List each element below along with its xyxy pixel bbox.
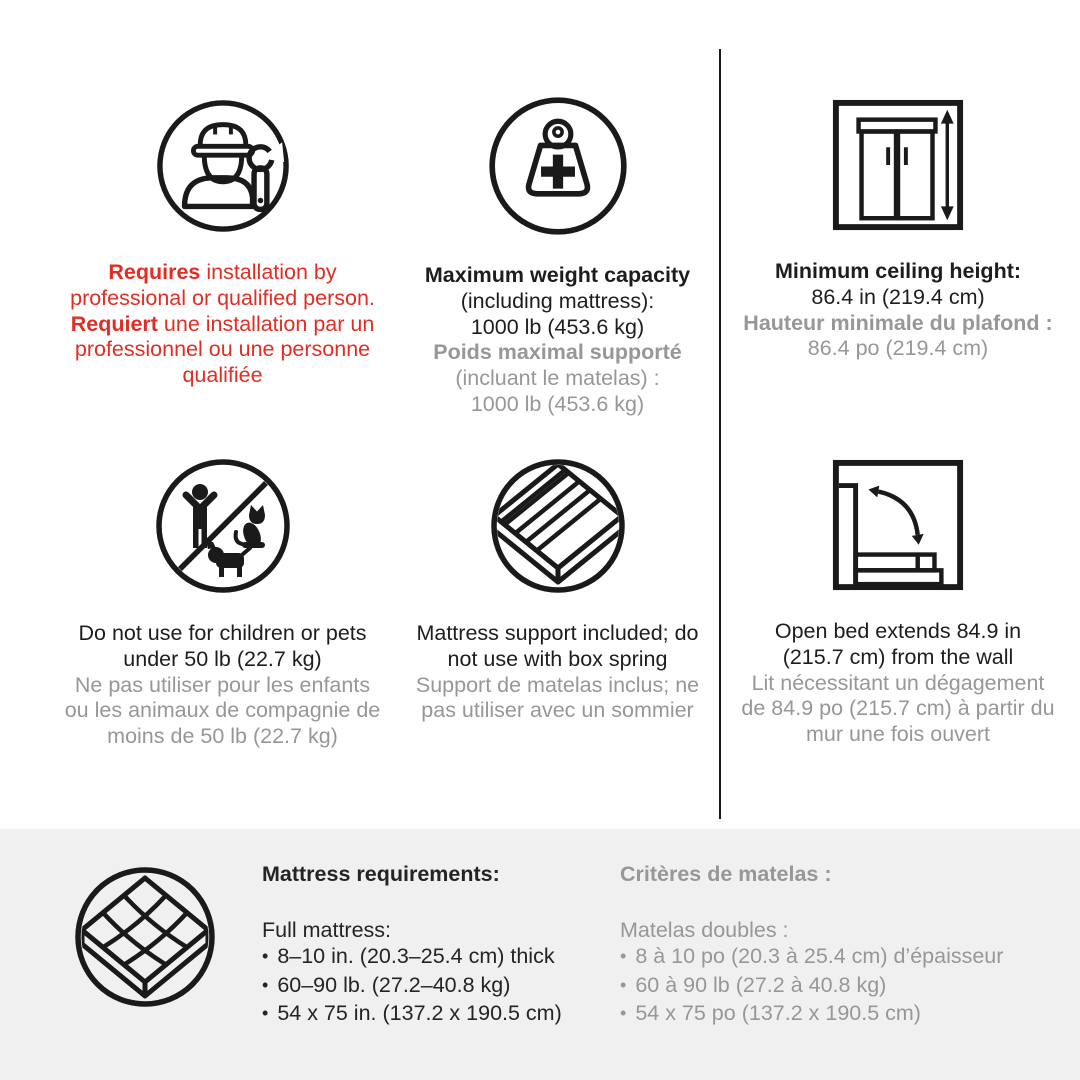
children-text-fr <box>65 673 381 750</box>
text-line: Minimum ceiling height: <box>774 259 1022 283</box>
text-line: Open bed extends 84.9 in <box>774 619 1022 643</box>
text-line: Do not use for children or pets <box>78 621 367 645</box>
text-line: 86.4 in (219.4 cm) <box>811 284 985 309</box>
text-line: Maximum weight capacity <box>424 263 691 287</box>
bullet-item: • 54 x 75 in. (137.2 x 190.5 cm) <box>262 1000 612 1029</box>
open-bed-icon <box>829 456 967 594</box>
text-line: ou les animaux de compagnie de <box>64 698 381 723</box>
text-line: pas utiliser avec un sommier <box>421 698 694 723</box>
support-text-fr <box>416 673 699 725</box>
text-line: Requiert une installation par un <box>70 311 375 336</box>
mattress-icon <box>72 864 218 1010</box>
ceiling-text-en <box>775 259 1021 311</box>
bullet-item: • 60 à 90 lb (27.2 à 40.8 kg) <box>620 972 1065 1001</box>
text-line: Requires installation by <box>108 260 337 284</box>
vertical-divider <box>719 49 721 819</box>
text-line: (including mattress): <box>460 288 655 313</box>
installation-text <box>70 260 375 389</box>
support-text-en <box>416 621 698 673</box>
text-line: mur une fois ouvert <box>805 722 990 747</box>
bullet-item: • 54 x 75 po (137.2 x 190.5 cm) <box>620 1000 1065 1029</box>
text-line: professional or qualified person. <box>70 285 375 310</box>
children-text-en <box>78 621 366 673</box>
text-line: professionnel ou une personne <box>74 337 371 362</box>
installer-icon <box>154 97 292 235</box>
max-weight-text-en <box>425 263 690 340</box>
ceiling-text-fr <box>743 311 1052 363</box>
mattress-requirements-subheading-en: Full mattress: <box>262 918 392 942</box>
bullet-item: • 8–10 in. (20.3–25.4 cm) thick <box>262 943 612 972</box>
mattress-requirements-list-fr <box>620 943 1065 1029</box>
text-line: 1000 lb (453.6 kg) <box>470 314 645 339</box>
mattress-requirements-heading-fr: Critères de matelas : <box>620 862 832 886</box>
mattress-requirements-en <box>262 861 612 1029</box>
text-line: Poids maximal supporté <box>433 340 682 365</box>
panel-no-children-pets <box>30 456 415 750</box>
mattress-support-icon <box>488 456 628 596</box>
panel-max-weight <box>405 94 710 418</box>
text-line: not use with box spring <box>447 646 668 671</box>
mattress-requirements-subheading-fr: Matelas doubles : <box>620 918 789 942</box>
max-weight-icon <box>486 94 630 238</box>
panel-open-bed <box>728 456 1068 748</box>
text-line: under 50 lb (22.7 kg) <box>123 646 322 671</box>
panel-ceiling-height <box>728 96 1068 362</box>
text-line: qualifiée <box>182 363 263 388</box>
text-line: Ne pas utiliser pour les enfants <box>74 672 371 697</box>
text-line: 86.4 po (219.4 cm) <box>807 336 989 361</box>
text-line: Lit nécessitant un dégagement <box>751 670 1045 695</box>
text-line: Mattress support included; do <box>416 621 699 645</box>
text-line: de 84.9 po (215.7 cm) à partir du <box>741 696 1055 721</box>
bullet-item: • 60–90 lb. (27.2–40.8 kg) <box>262 972 612 1001</box>
text-line: Hauteur minimale du plafond : <box>743 310 1053 335</box>
openbed-text-fr <box>741 671 1054 748</box>
openbed-text-en <box>775 619 1021 671</box>
text-line: Support de matelas inclus; ne <box>415 672 700 697</box>
mattress-requirements-heading-en: Mattress requirements: <box>262 862 500 886</box>
text-line: (215.7 cm) from the wall <box>782 644 1014 669</box>
mattress-requirements-band <box>0 829 1080 1080</box>
mattress-requirements-list-en <box>262 943 612 1029</box>
text-line: moins de 50 lb (22.7 kg) <box>107 724 338 749</box>
max-weight-text-fr <box>433 340 682 417</box>
panel-installation <box>30 97 415 389</box>
text-line: (incluant le matelas) : <box>455 366 660 391</box>
bullet-item: • 8 à 10 po (20.3 à 25.4 cm) d’épaisseur <box>620 943 1065 972</box>
mattress-requirements-fr <box>620 861 1065 1029</box>
ceiling-height-icon <box>829 96 967 234</box>
panel-mattress-support <box>405 456 710 724</box>
text-line: 1000 lb (453.6 kg) <box>470 391 645 416</box>
no-children-pets-icon <box>153 456 293 596</box>
